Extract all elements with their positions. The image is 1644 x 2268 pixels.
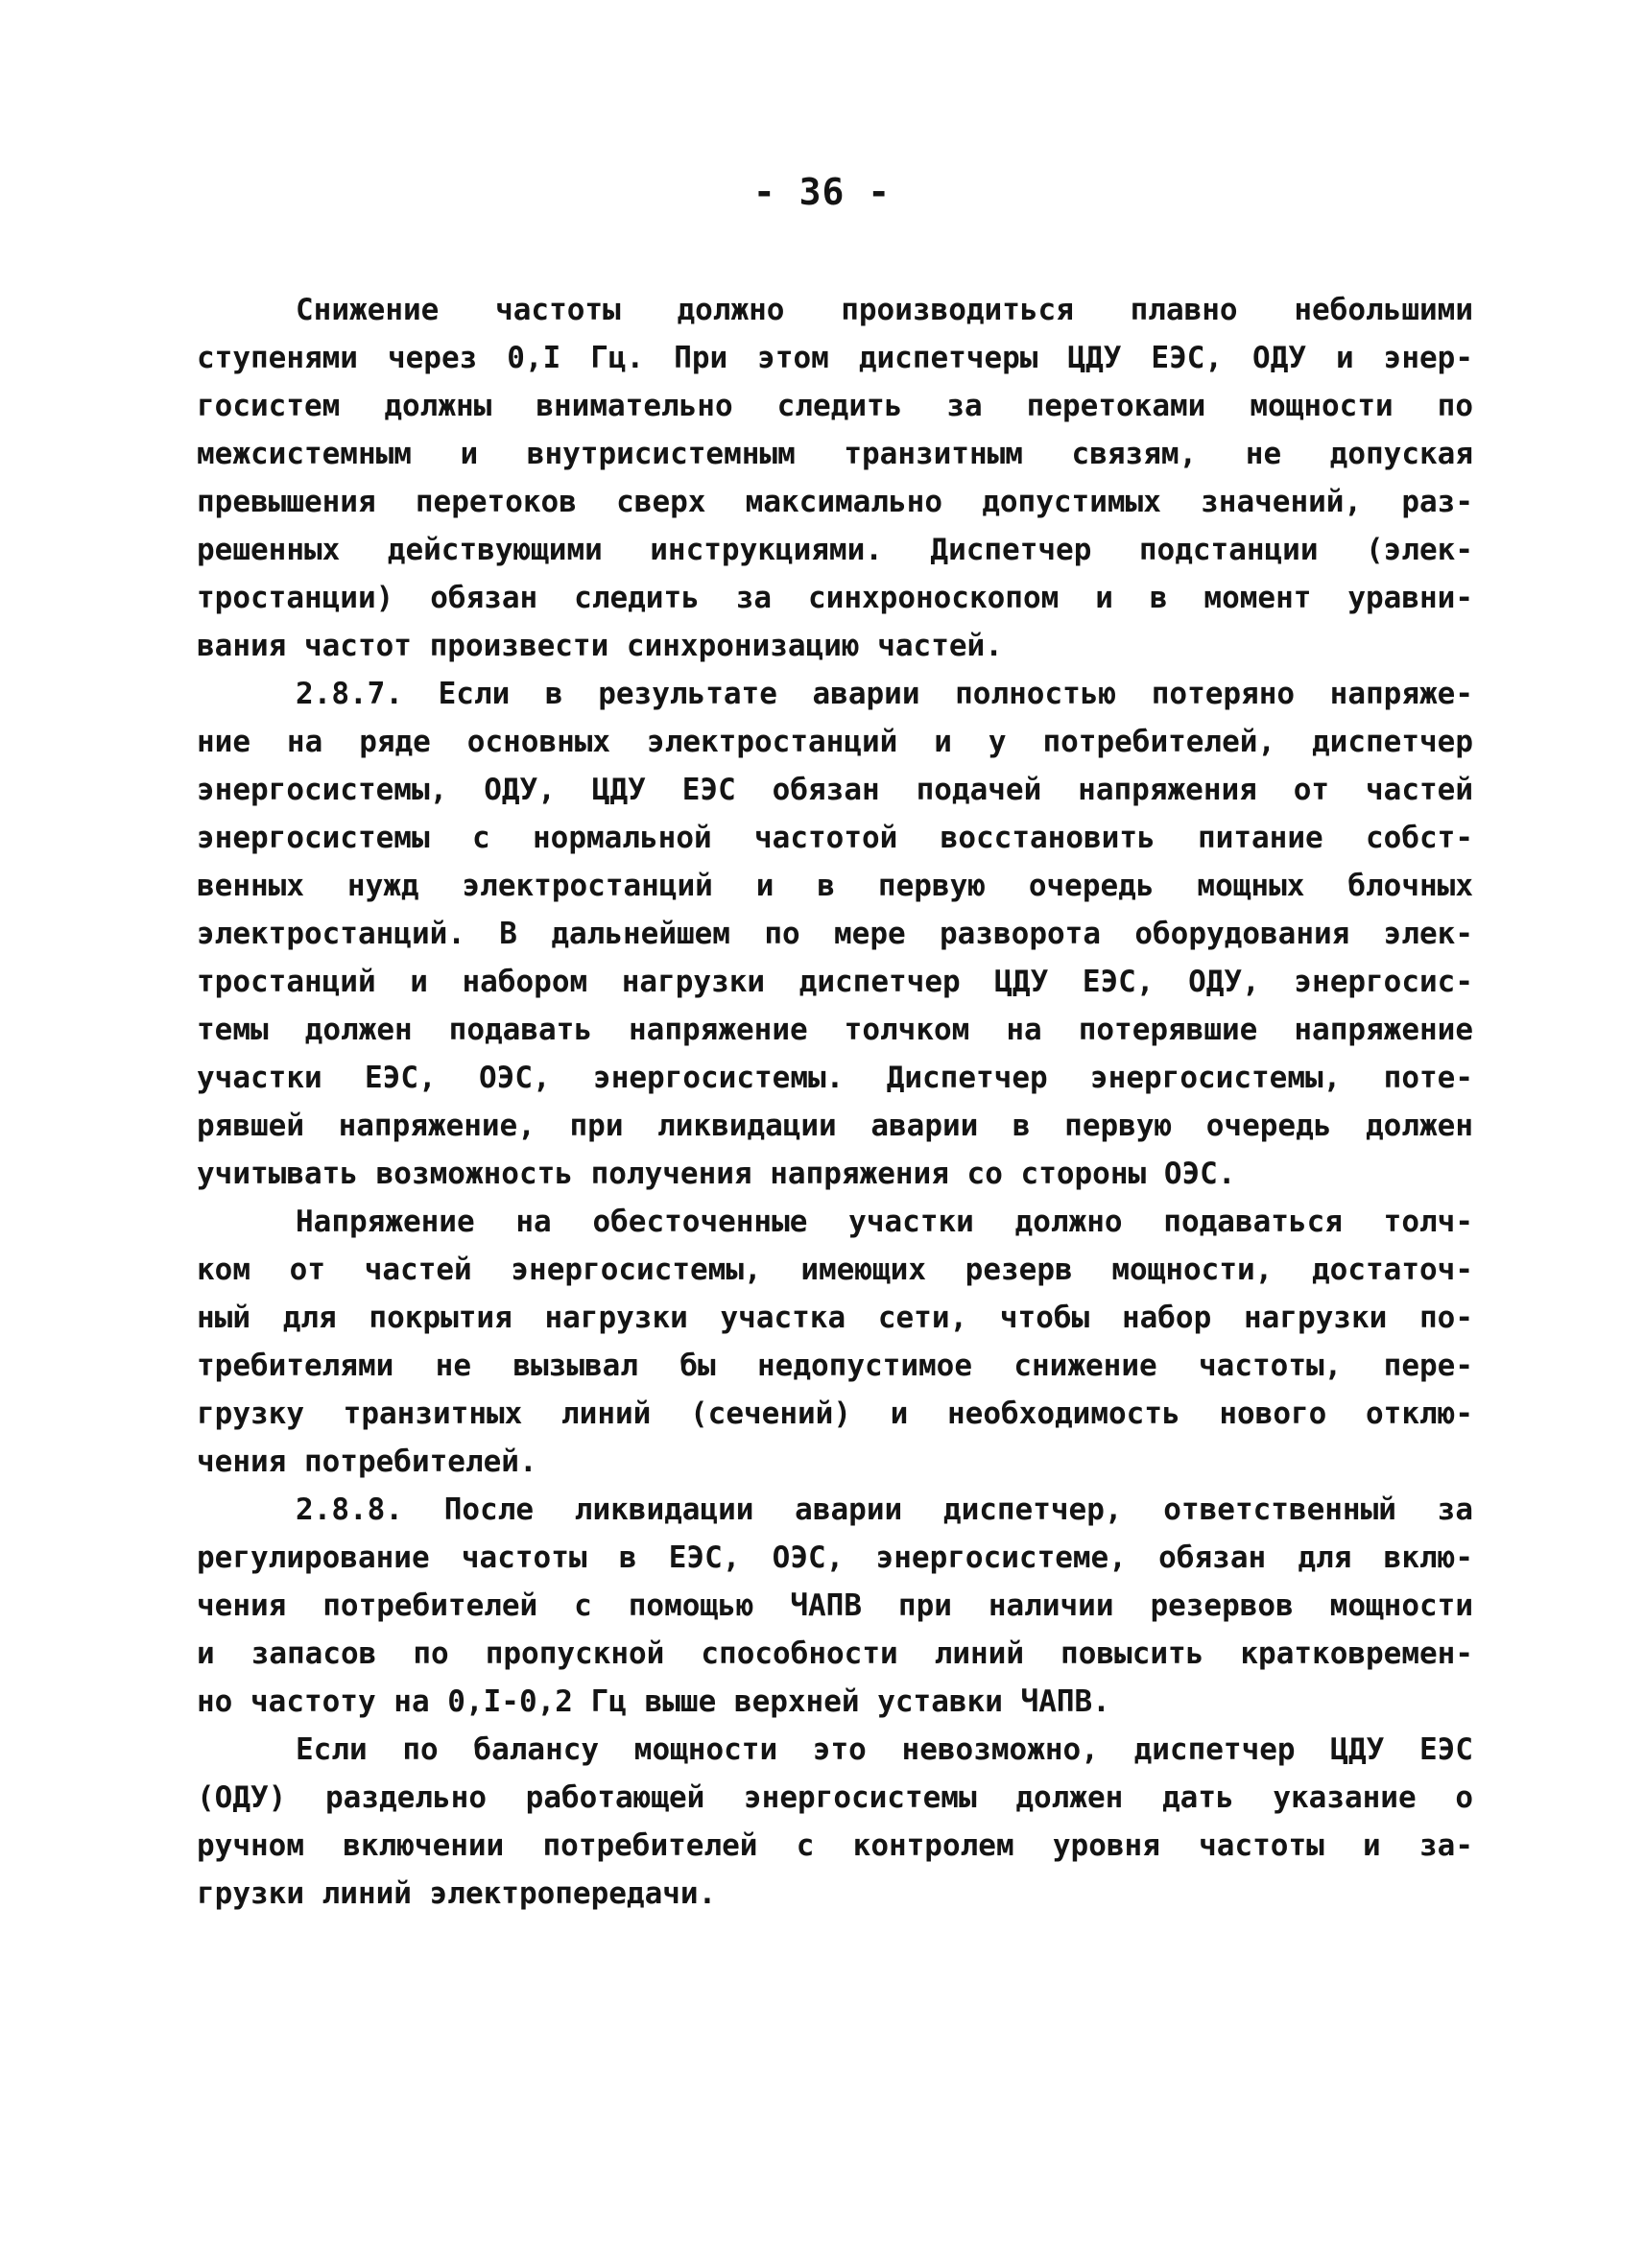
text-line: госистем должны внимательно следить за перетоками мощности по: [197, 389, 1473, 423]
text-line: учитывать возможность получения напряжения со стороны ОЭС.: [197, 1157, 1236, 1191]
text-line: превышения перетоков сверх максимально допустимых значений, раз-: [197, 485, 1473, 519]
text-line: межсистемным и внутрисистемным транзитным связям, не допуская: [197, 437, 1473, 471]
text-line: ручном включении потребителей с контролем уровня частоты и за-: [197, 1828, 1473, 1863]
page-number: - 36 -: [752, 171, 892, 213]
text-line: чения потребителей с помощью ЧАПВ при наличии резервов мощности: [197, 1588, 1473, 1623]
text-line: грузки линий электропередачи.: [197, 1876, 717, 1911]
text-line: электростанций. В дальнейшем по мере разворота оборудования элек-: [197, 917, 1473, 951]
text-line: Если по балансу мощности это невозможно, диспетчер ЦДУ ЕЭС: [296, 1732, 1473, 1767]
text-line: регулирование частоты в ЕЭС, ОЭС, энергосистеме, обязан для вклю-: [197, 1540, 1473, 1575]
text-line: чения потребителей.: [197, 1444, 537, 1479]
text-line: рявшей напряжение, при ликвидации аварии в первую очередь должен: [197, 1109, 1473, 1143]
body-text: [197, 286, 1473, 1918]
text-line: и запасов по пропускной способности линий повысить кратковремен-: [197, 1636, 1473, 1671]
text-line: вания частот произвести синхронизацию частей.: [197, 629, 1003, 663]
text-line: требителями не вызывал бы недопустимое снижение частоты, пере-: [197, 1349, 1473, 1383]
text-line: энергосистемы, ОДУ, ЦДУ ЕЭС обязан подачей напряжения от частей: [197, 773, 1473, 807]
text-line: (ОДУ) раздельно работающей энергосистемы должен дать указание о: [197, 1780, 1473, 1815]
text-line: 2.8.7. Если в результате аварии полностью потеряно напряже-: [296, 677, 1473, 711]
text-line: тростанций и набором нагрузки диспетчер ЦДУ ЕЭС, ОДУ, энергосис-: [197, 965, 1473, 999]
text-line: венных нужд электростанций и в первую очередь мощных блочных: [197, 869, 1473, 903]
text-line: тростанции) обязан следить за синхроноскопом и в момент уравни-: [197, 581, 1473, 615]
text-line: темы должен подавать напряжение толчком на потерявшие напряжение: [197, 1013, 1473, 1047]
text-line: Напряжение на обесточенные участки должно подаваться толч-: [296, 1205, 1473, 1239]
text-line: ком от частей энергосистемы, имеющих резерв мощности, достаточ-: [197, 1253, 1473, 1287]
text-line: ный для покрытия нагрузки участка сети, чтобы набор нагрузки по-: [197, 1301, 1473, 1335]
text-line: 2.8.8. После ликвидации аварии диспетчер, ответственный за: [296, 1492, 1473, 1527]
text-line: ступенями через 0,I Гц. При этом диспетчеры ЦДУ ЕЭС, ОДУ и энер-: [197, 341, 1473, 375]
text-line: Снижение частоты должно производиться плавно небольшими: [296, 293, 1473, 327]
text-line: участки ЕЭС, ОЭС, энергосистемы. Диспетчер энергосистемы, поте-: [197, 1061, 1473, 1095]
text-line: решенных действующими инструкциями. Диспетчер подстанции (элек-: [197, 533, 1473, 567]
text-line: но частоту на 0,I-0,2 Гц выше верхней уставки ЧАПВ.: [197, 1684, 1110, 1719]
text-line: энергосистемы с нормальной частотой восстановить питание собст-: [197, 821, 1473, 855]
text-line: грузку транзитных линий (сечений) и необходимость нового отклю-: [197, 1397, 1473, 1431]
text-line: ние на ряде основных электростанций и у потребителей, диспетчер: [197, 725, 1473, 759]
